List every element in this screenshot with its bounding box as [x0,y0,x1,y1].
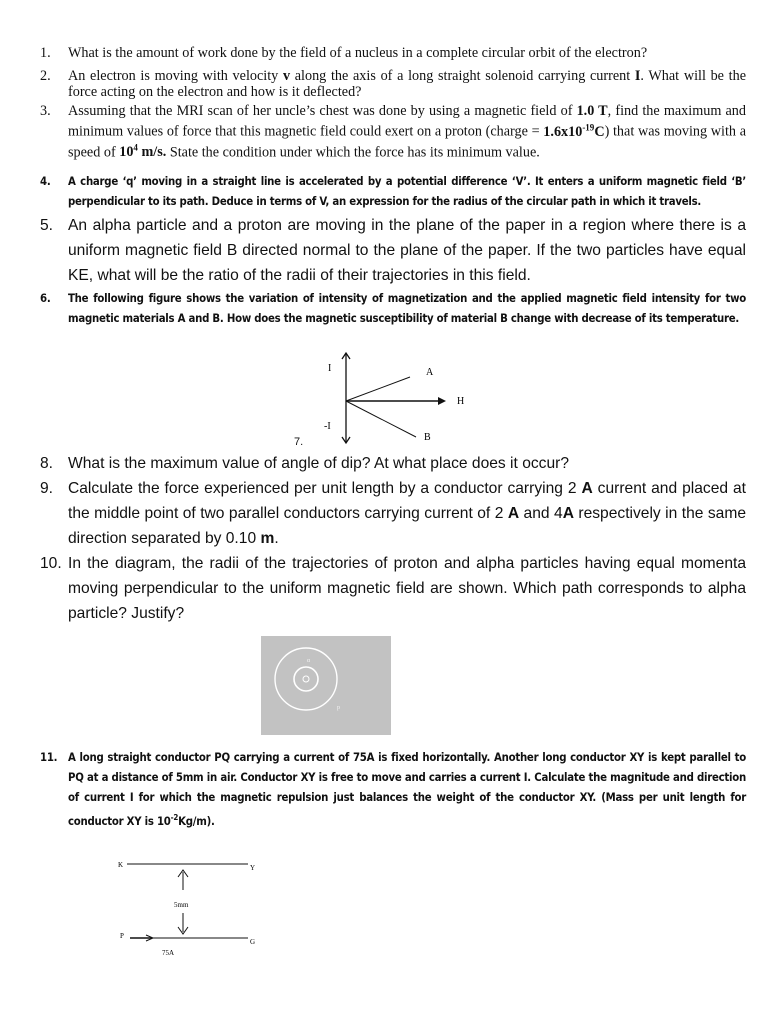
question-number: 4. [40,175,51,188]
line-b [346,401,416,437]
question-10 [40,551,746,626]
question-9 [40,476,746,551]
question-number: 11. [40,751,58,764]
question-number: 10. [40,555,62,572]
y-neg-label: -I [324,421,331,432]
question-number: 9. [40,480,54,497]
y-pos-label: I [328,363,332,374]
question-3 [40,103,746,160]
label-k: K [118,861,124,869]
question-number: 6. [40,292,51,305]
current-label: 75A [162,949,175,957]
question-text: In the diagram, the radii of the trajectories of proton and alpha particles having equal momenta moving perpendicular to the uniform magnetic field are shown. Which path corresponds to alpha particle? Justify? [68,555,746,622]
question-number: 1. [40,45,51,61]
line-a-label: A [426,367,434,378]
outer-label: p [337,705,340,711]
question-text: An alpha particle and a proton are moving in the plane of the paper in a region where there is a uniform magnetic field B directed normal to the plane of the paper. If the two particles have equal KE, what will be the ratio of the radii of their trajectories in this field. [68,217,746,284]
question-number: 8. [40,455,54,472]
conductors-diagram [110,855,280,965]
question-7-number: 7. [294,436,304,448]
question-text: What is the amount of work done by the field of a nucleus in a complete circular orbit of the electron? [68,45,648,61]
question-text: A charge ‘q’ moving in a straight line is accelerated by a potential difference ‘V’. It enters a uniform magnetic field ‘B’ perpendicular to its path. Deduce in terms of V, an expression for the radius of the circular path in which it travels. [68,175,746,208]
question-6 [40,289,746,329]
question-8 [40,451,746,476]
x-arrow [438,397,446,405]
question-number: 3. [40,103,51,119]
image-background [261,636,391,735]
question-number: 5. [40,217,54,234]
inner-label: α [307,658,311,664]
question-11 [40,748,746,832]
question-text: Calculate the force experienced per unit length by a conductor carrying 2 A current and placed at the middle point of two parallel conductors carrying current of 2 A and 4A respectively in the same direction separated by 0.10 m. [68,480,747,547]
question-text: A long straight conductor PQ carrying a current of 75A is fixed horizontally. Another long conductor XY is kept parallel to PQ at a distance of 5mm in air. Conductor XY is free to move and carries a current I. Calculate the magnitude and direction of current I for which the magnetic repulsion just balances the weight of the conductor XY. (Mass per unit length for conductor XY is $10^{-2}Kg/m$). [68,751,746,828]
question-text: Assuming that the MRI scan of her uncle’s chest was done by using a magnetic field of 1.0 T, find the maximum and minimum values of force that this magnetic field could exert on a proton (charge = $1.6x10^{-19}C$) that was moving with a speed of $10^4$ m/s. State the condition under which the force has its minimum value. [68,103,746,161]
question-number: 2. [40,68,51,84]
line-a [346,377,410,401]
line-b-label: B [424,432,431,443]
question-2 [40,68,746,100]
label-g: G [250,938,256,946]
x-label: H [457,396,465,407]
gap-label: 5mm [174,901,189,909]
question-1 [40,45,746,61]
question-5 [40,213,746,288]
trajectories-image [261,636,391,735]
label-y: Y [250,864,256,872]
label-p: P [120,932,124,940]
question-text: An electron is moving with velocity v along the axis of a long straight solenoid carrying current I. What will be the force acting on the electron and how is it deflected? [68,68,747,100]
question-4 [40,172,746,212]
question-text: The following figure shows the variation of intensity of magnetization and the applied magnetic field intensity for two magnetic materials A and B. How does the magnetic susceptibility of material B change with decrease of its temperature. [68,292,746,325]
question-text: What is the maximum value of angle of dip? At what place does it occur? [68,455,569,472]
